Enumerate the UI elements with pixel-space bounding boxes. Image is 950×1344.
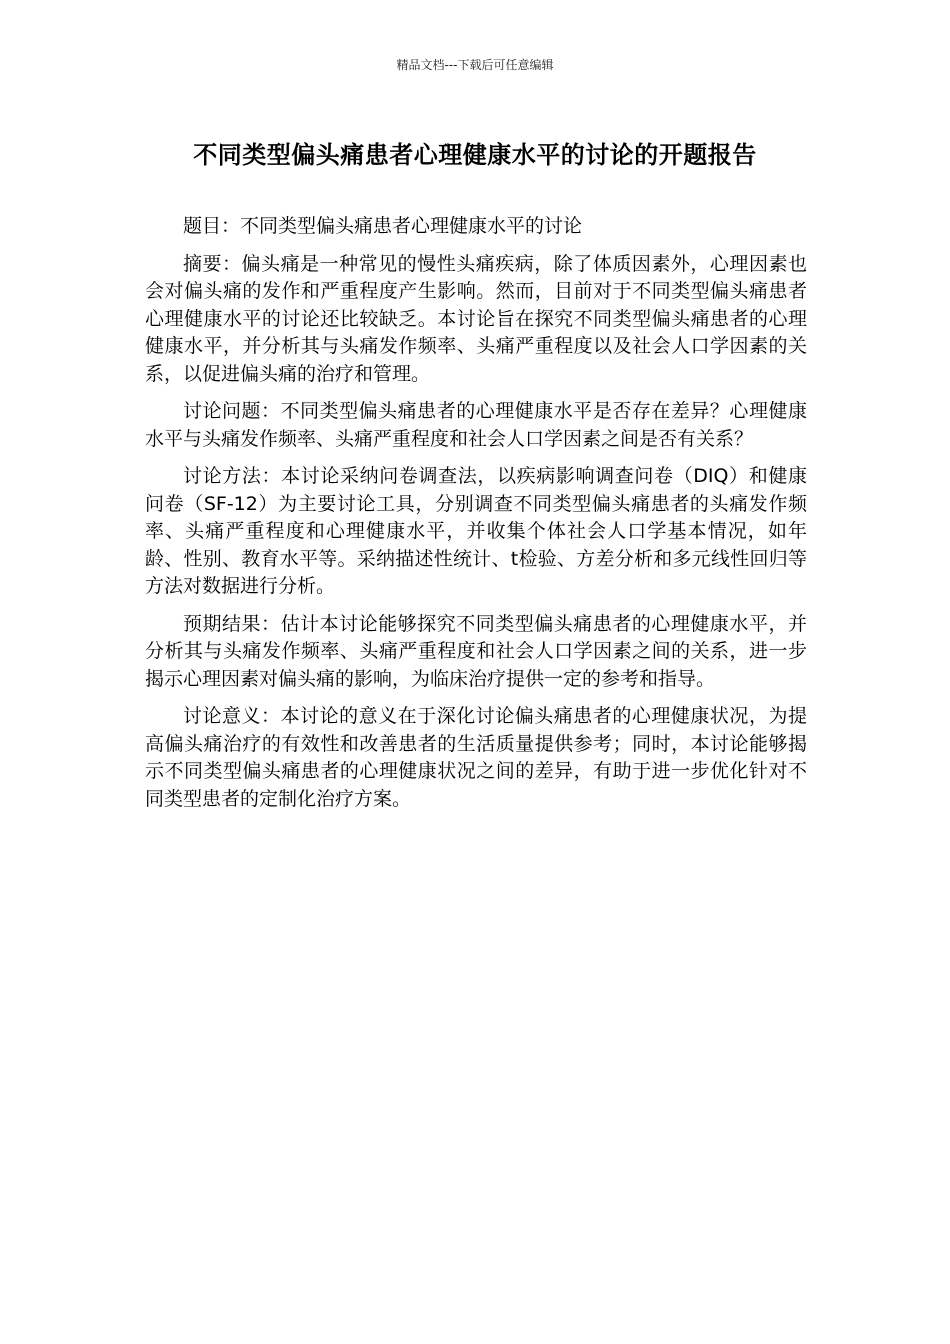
paragraph-label: 预期结果： [183,612,281,635]
paragraph-research-question [145,398,807,453]
paragraph-content: 不同类型偏头痛患者心理健康水平的讨论 [240,215,583,237]
paragraph-content: 不同类型偏头痛患者的心理健康水平是否存在差异？心理健康水平与头痛发作频率、头痛严重程度和社会人口学因素之间是否有关系？ [145,400,807,450]
paragraph-significance [145,703,807,813]
paragraph-content: 偏头痛是一种常见的慢性头痛疾病，除了体质因素外，心理因素也会对偏头痛的发作和严重程度产生影响。然而，目前对于不同类型偏头痛患者心理健康水平的讨论还比较缺乏。本讨论旨在探究不同类型偏头痛患者的心理健康水平，并分析其与头痛发作频率、头痛严重程度以及社会人口学因素的关系，以促进偏头痛的治疗和管理。 [145,252,807,385]
page-header: 精品文档---下载后可任意编辑 [396,58,554,72]
paragraph-abstract [145,251,807,389]
paragraph-method [145,463,807,601]
paragraph-expected-results [145,611,807,694]
paragraph-label: 讨论方法： [183,465,282,487]
paragraph-content: 本讨论采纳问卷调查法，以疾病影响调查问卷（DIQ）和健康问卷（SF-12）为主要讨论工具，分别调查不同类型偏头痛患者的头痛发作频率、头痛严重程度和心理健康水平，并收集个体社会人口学基本情况，如年龄、性别、教育水平等。采纳描述性统计、t检验、方差分析和多元线性回归等方法对数据进行分析。 [145,465,807,597]
paragraph-label: 题目： [183,215,241,237]
paragraph-label: 讨论问题： [183,400,281,422]
document-body [145,213,807,823]
paragraph-label: 摘要： [183,252,242,275]
paragraph-label: 讨论意义： [183,705,281,727]
paragraph-topic [145,213,807,241]
paragraph-content: 估计本讨论能够探究不同类型偏头痛患者的心理健康水平，并分析其与头痛发作频率、头痛严重程度和社会人口学因素之间的关系，进一步揭示心理因素对偏头痛的影响，为临床治疗提供一定的参考和指导。 [145,612,807,690]
paragraph-content: 本讨论的意义在于深化讨论偏头痛患者的心理健康状况，为提高偏头痛治疗的有效性和改善患者的生活质量提供参考；同时，本讨论能够揭示不同类型偏头痛患者的心理健康状况之间的差异，有助于进一步优化针对不同类型患者的定制化治疗方案。 [145,705,807,810]
document-title: 不同类型偏头痛患者心理健康水平的讨论的开题报告 [193,141,757,169]
